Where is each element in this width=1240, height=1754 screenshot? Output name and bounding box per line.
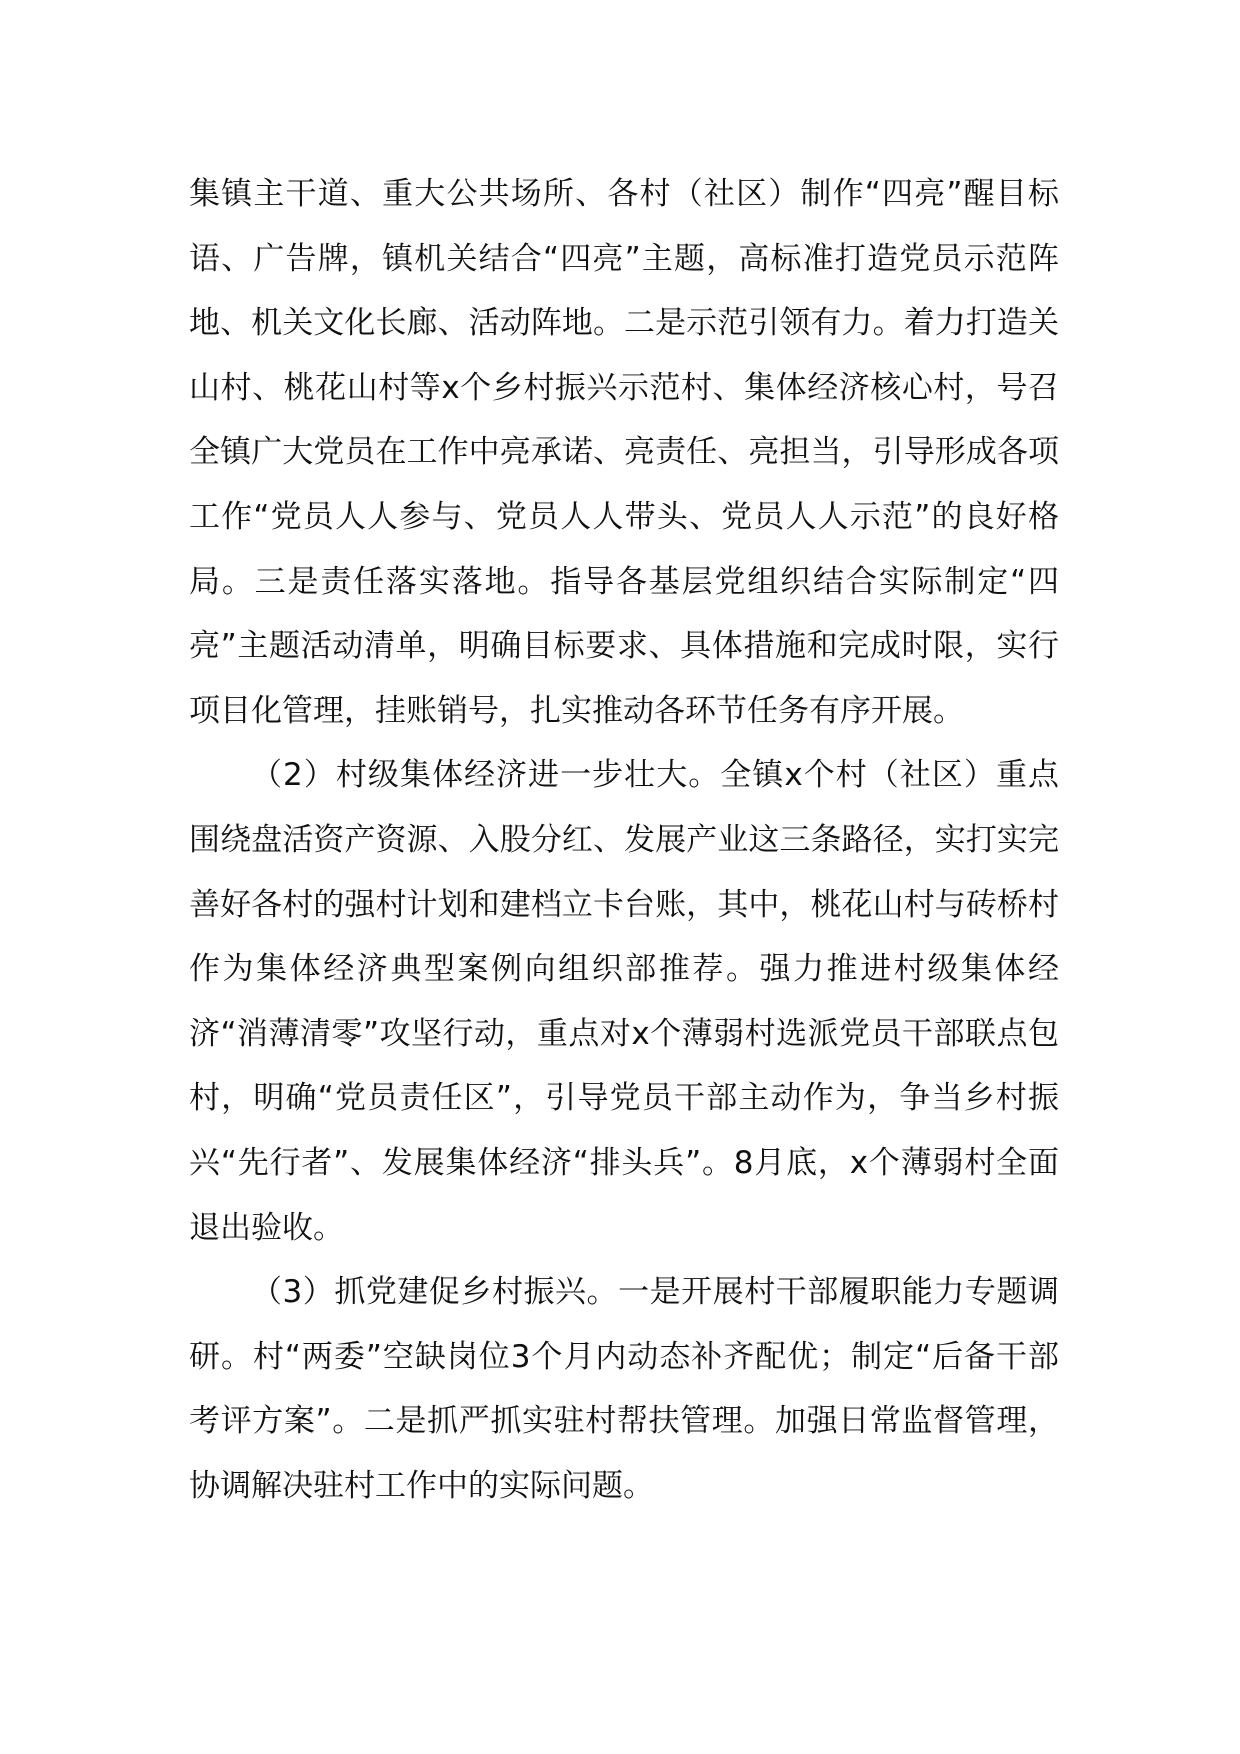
paragraph-rural-revitalization: （3）抓党建促乡村振兴。一是开展村干部履职能力专题调研。村“两委”空缺岗位3个月内动态补齐配优；制定“后备干部考评方案”。二是抓严抓实驻村帮扶管理。加强日常监督管理，协调解决驻村工作中的实际问题。 <box>189 1274 1059 1504</box>
document-body <box>189 162 1059 1518</box>
paragraph-continued: 集镇主干道、重大公共场所、各村（社区）制作“四亮”醒目标语、广告牌，镇机关结合“四亮”主题，高标准打造党员示范阵地、机关文化长廊、活动阵地。二是示范引领有力。着力打造关山村、桃花山村等x个乡村振兴示范村、集体经济核心村，号召全镇广大党员在工作中亮承诺、亮责任、亮担当，引导形成各项工作“党员人人参与、党员人人带头、党员人人示范”的良好格局。三是责任落实落地。指导各基层党组织结合实际制定“四亮”主题活动清单，明确目标要求、具体措施和完成时限，实行项目化管理，挂账销号，扎实推动各环节任务有序开展。 <box>189 176 1059 729</box>
paragraph-village-collective-economy: （2）村级集体经济进一步壮大。全镇x个村（社区）重点围绕盘活资产资源、入股分红、发展产业这三条路径，实打实完善好各村的强村计划和建档立卡台账，其中，桃花山村与砖桥村作为集体经济典型案例向组织部推荐。强力推进村级集体经济“消薄清零”攻坚行动，重点对x个薄弱村选派党员干部联点包村，明确“党员责任区”，引导党员干部主动作为，争当乡村振兴“先行者”、发展集体经济“排头兵”。8月底，x个薄弱村全面退出验收。 <box>189 757 1059 1246</box>
